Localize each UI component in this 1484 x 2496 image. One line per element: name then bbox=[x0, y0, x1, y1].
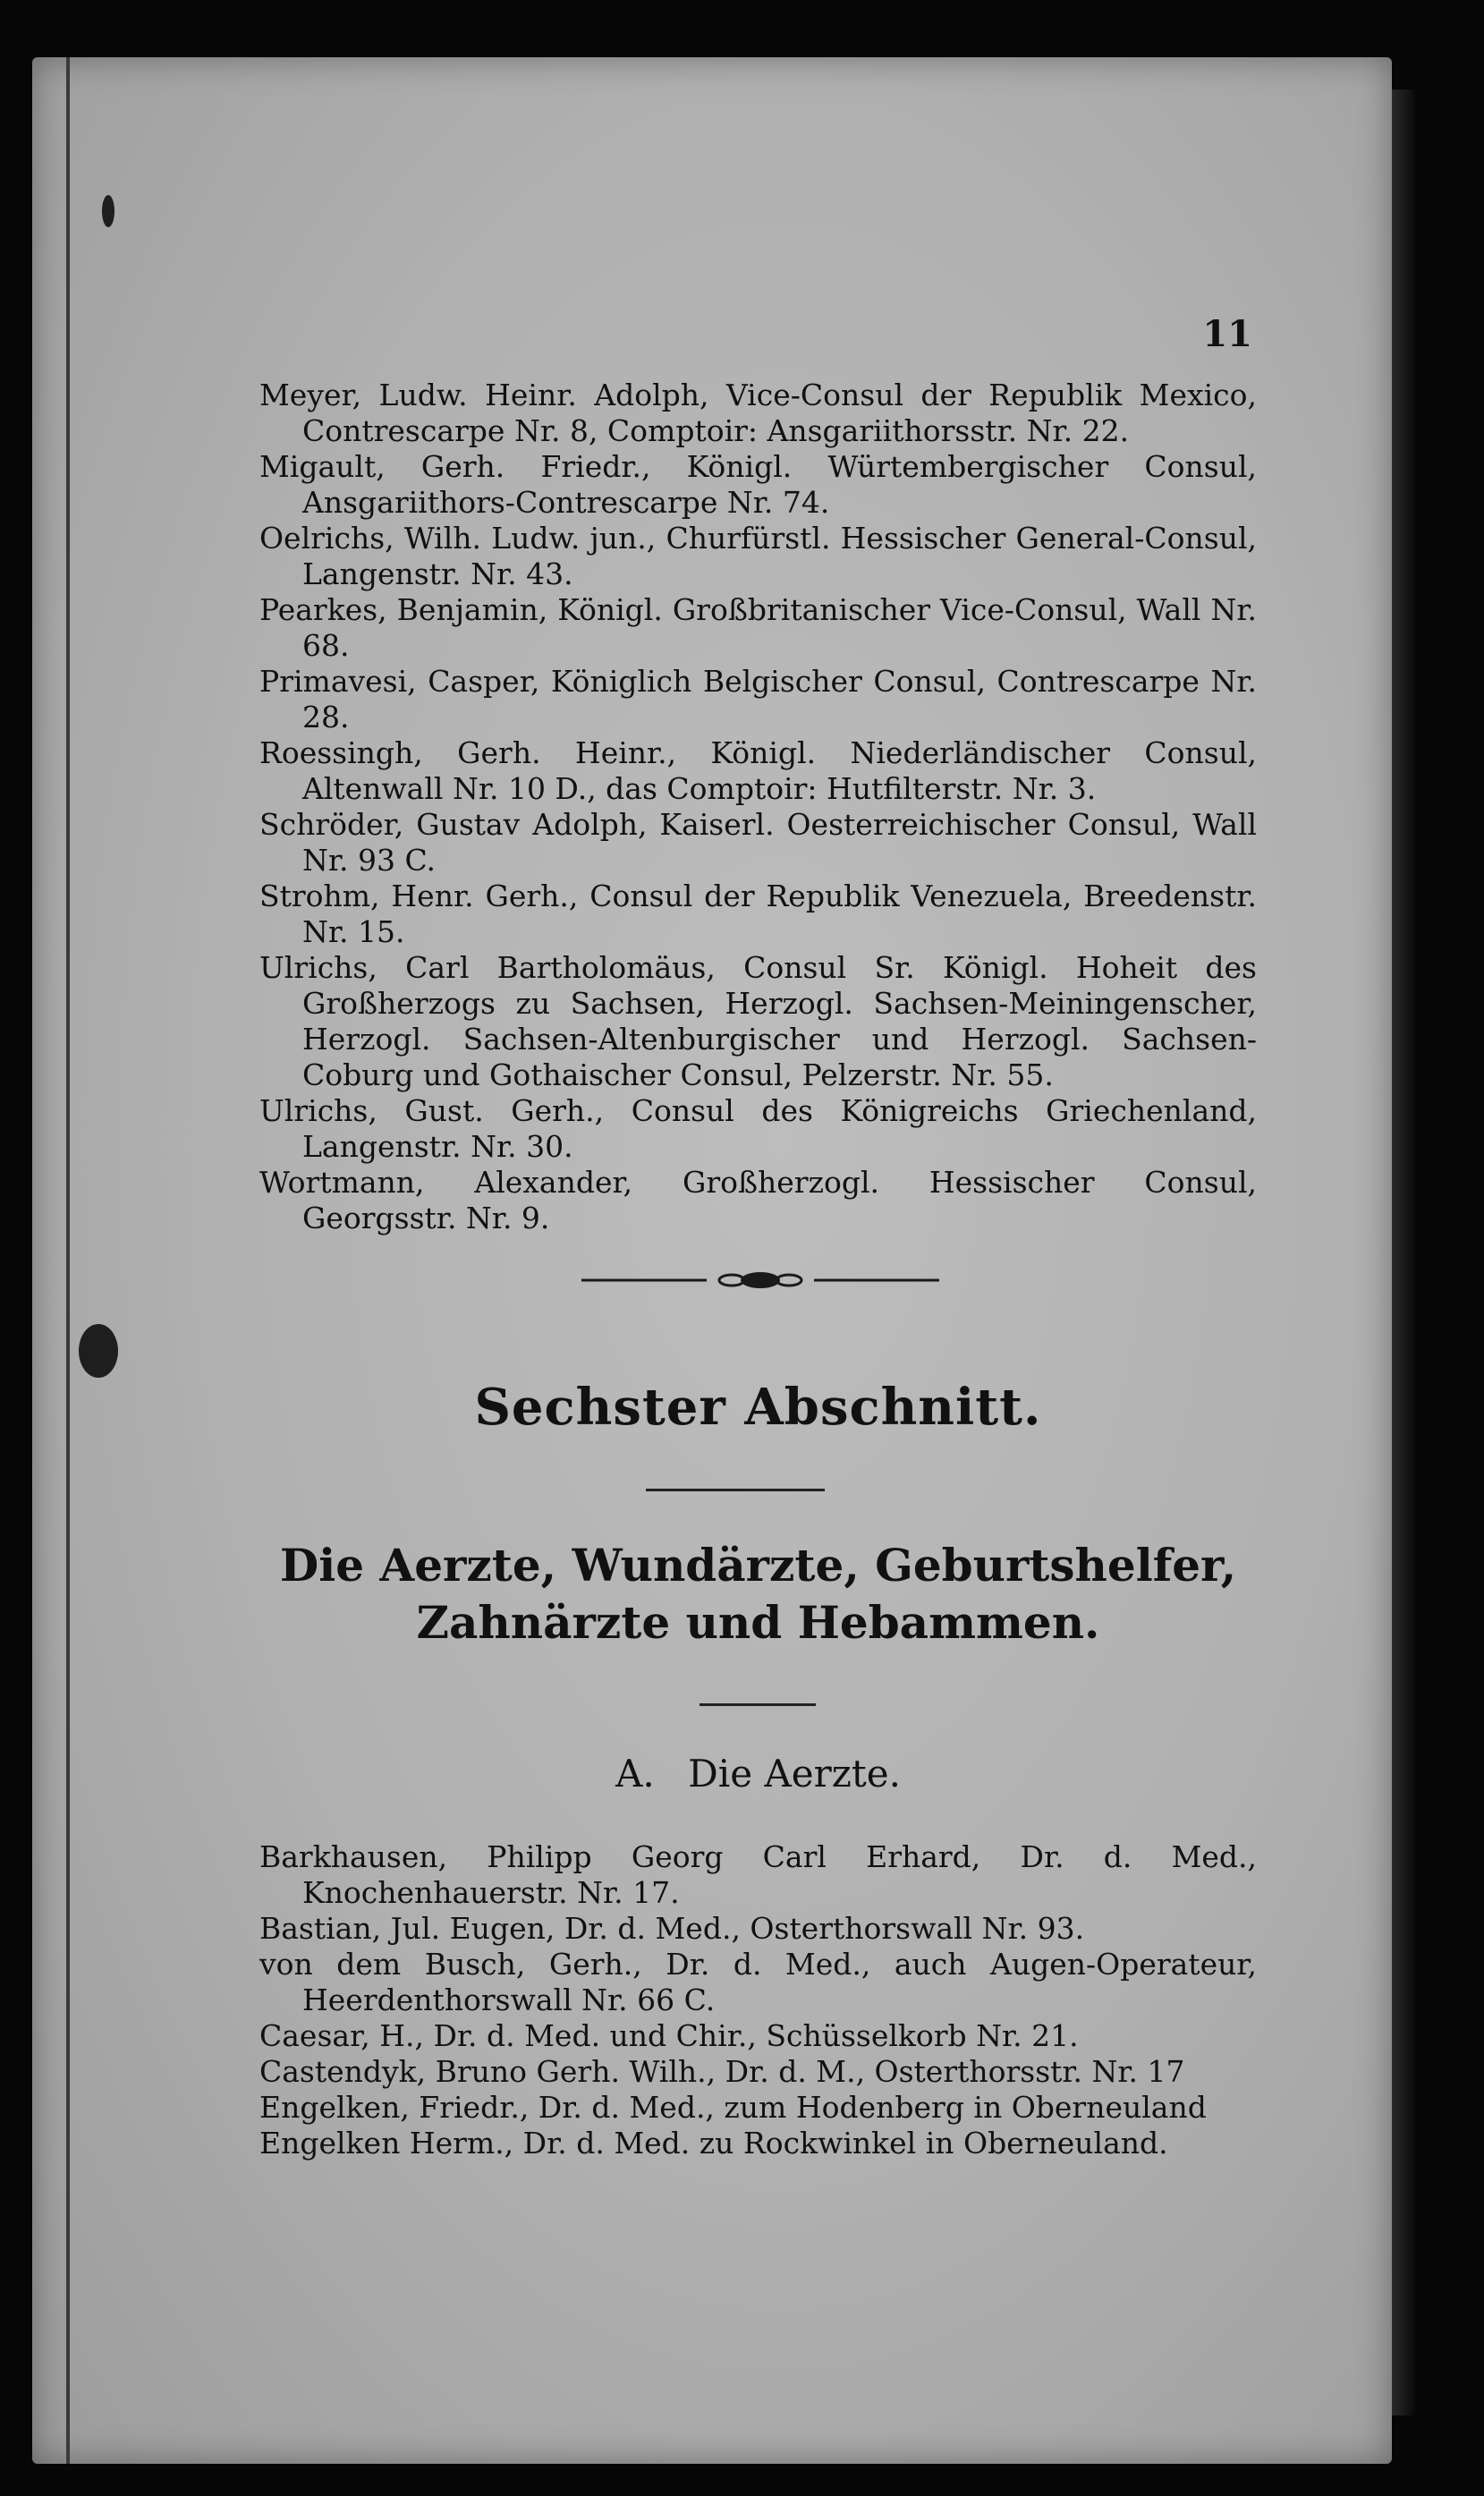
list-item: Engelken Herm., Dr. d. Med. zu Rockwinkel in Oberneuland. bbox=[259, 2126, 1168, 2161]
list-item: Oelrichs, Wilh. Ludw. jun., Churfürstl. Hessischer General-Consul, Langenstr. Nr. 43. bbox=[259, 521, 1257, 591]
heading-rule bbox=[646, 1489, 825, 1491]
list-item: Migault, Gerh. Friedr., Königl. Würtembergischer Consul, Ansgariithors-Contrescarpe Nr. 74. bbox=[259, 449, 1257, 520]
list-item: Bastian, Jul. Eugen, Dr. d. Med., Osterthorswall Nr. 93. bbox=[259, 1911, 1085, 1946]
list-item: Barkhausen, Philipp Georg Carl Erhard, Dr. d. Med., Knochenhauerstr. Nr. 17. bbox=[259, 1839, 1257, 1910]
subheading-line: Zahnärzte und Hebammen. bbox=[416, 1596, 1100, 1649]
subheading-rule bbox=[700, 1703, 816, 1706]
list-item: Meyer, Ludw. Heinr. Adolph, Vice-Consul der Republik Mexico, Contrescarpe Nr. 8, Comptoir: Ansgariithorsstr. Nr. 22. bbox=[259, 378, 1257, 448]
part-name: Die Aerzte. bbox=[688, 1752, 901, 1796]
list-item: von dem Busch, Gerh., Dr. d. Med., auch Augen-Operateur, Heerdenthorswall Nr. 66 C. bbox=[259, 1947, 1257, 2017]
list-item: Strohm, Henr. Gerh., Consul der Republik Venezuela, Breedenstr. Nr. 15. bbox=[259, 879, 1257, 949]
consul-list bbox=[259, 378, 1257, 1236]
list-item: Pearkes, Benjamin, Königl. Großbritanischer Vice-Consul, Wall Nr. 68. bbox=[259, 592, 1257, 663]
section-heading: Sechster Abschnitt. bbox=[474, 1378, 1042, 1437]
section-subheading bbox=[259, 1537, 1257, 1651]
list-item: Ulrichs, Gust. Gerh., Consul des Königreichs Griechenland, Langenstr. Nr. 30. bbox=[259, 1093, 1257, 1164]
part-title bbox=[259, 1752, 1257, 1796]
list-item: Ulrichs, Carl Bartholomäus, Consul Sr. Königl. Hoheit des Großherzogs zu Sachsen, Herzogl. Sachsen-Meiningenscher, Herzogl. Sachsen-Altenburgischer und Herzogl. Sachsen-Coburg und Gothaischer Consul, Pelzerstr. Nr. 55. bbox=[259, 950, 1257, 1092]
physician-list bbox=[259, 1839, 1257, 2161]
ornamental-divider bbox=[581, 1269, 939, 1292]
page-number: 11 bbox=[1202, 313, 1252, 355]
list-item: Wortmann, Alexander, Großherzogl. Hessischer Consul, Georgsstr. Nr. 9. bbox=[259, 1165, 1257, 1235]
list-item: Roessingh, Gerh. Heinr., Königl. Niederländischer Consul, Altenwall Nr. 10 D., das Comptoir: Hutfilterstr. Nr. 3. bbox=[259, 735, 1257, 806]
list-item: Schröder, Gustav Adolph, Kaiserl. Oesterreichischer Consul, Wall Nr. 93 C. bbox=[259, 807, 1257, 878]
subheading-line: Die Aerzte, Wundärzte, Geburtshelfer, bbox=[279, 1539, 1237, 1592]
list-item: Caesar, H., Dr. d. Med. und Chir., Schüsselkorb Nr. 21. bbox=[259, 2018, 1079, 2053]
list-item: Engelken, Friedr., Dr. d. Med., zum Hodenberg in Oberneuland bbox=[259, 2090, 1207, 2125]
list-item: Castendyk, Bruno Gerh. Wilh., Dr. d. M., Osterthorsstr. Nr. 17 bbox=[259, 2054, 1185, 2089]
list-item: Primavesi, Casper, Königlich Belgischer Consul, Contrescarpe Nr. 28. bbox=[259, 664, 1257, 734]
part-letter: A. bbox=[615, 1752, 655, 1796]
